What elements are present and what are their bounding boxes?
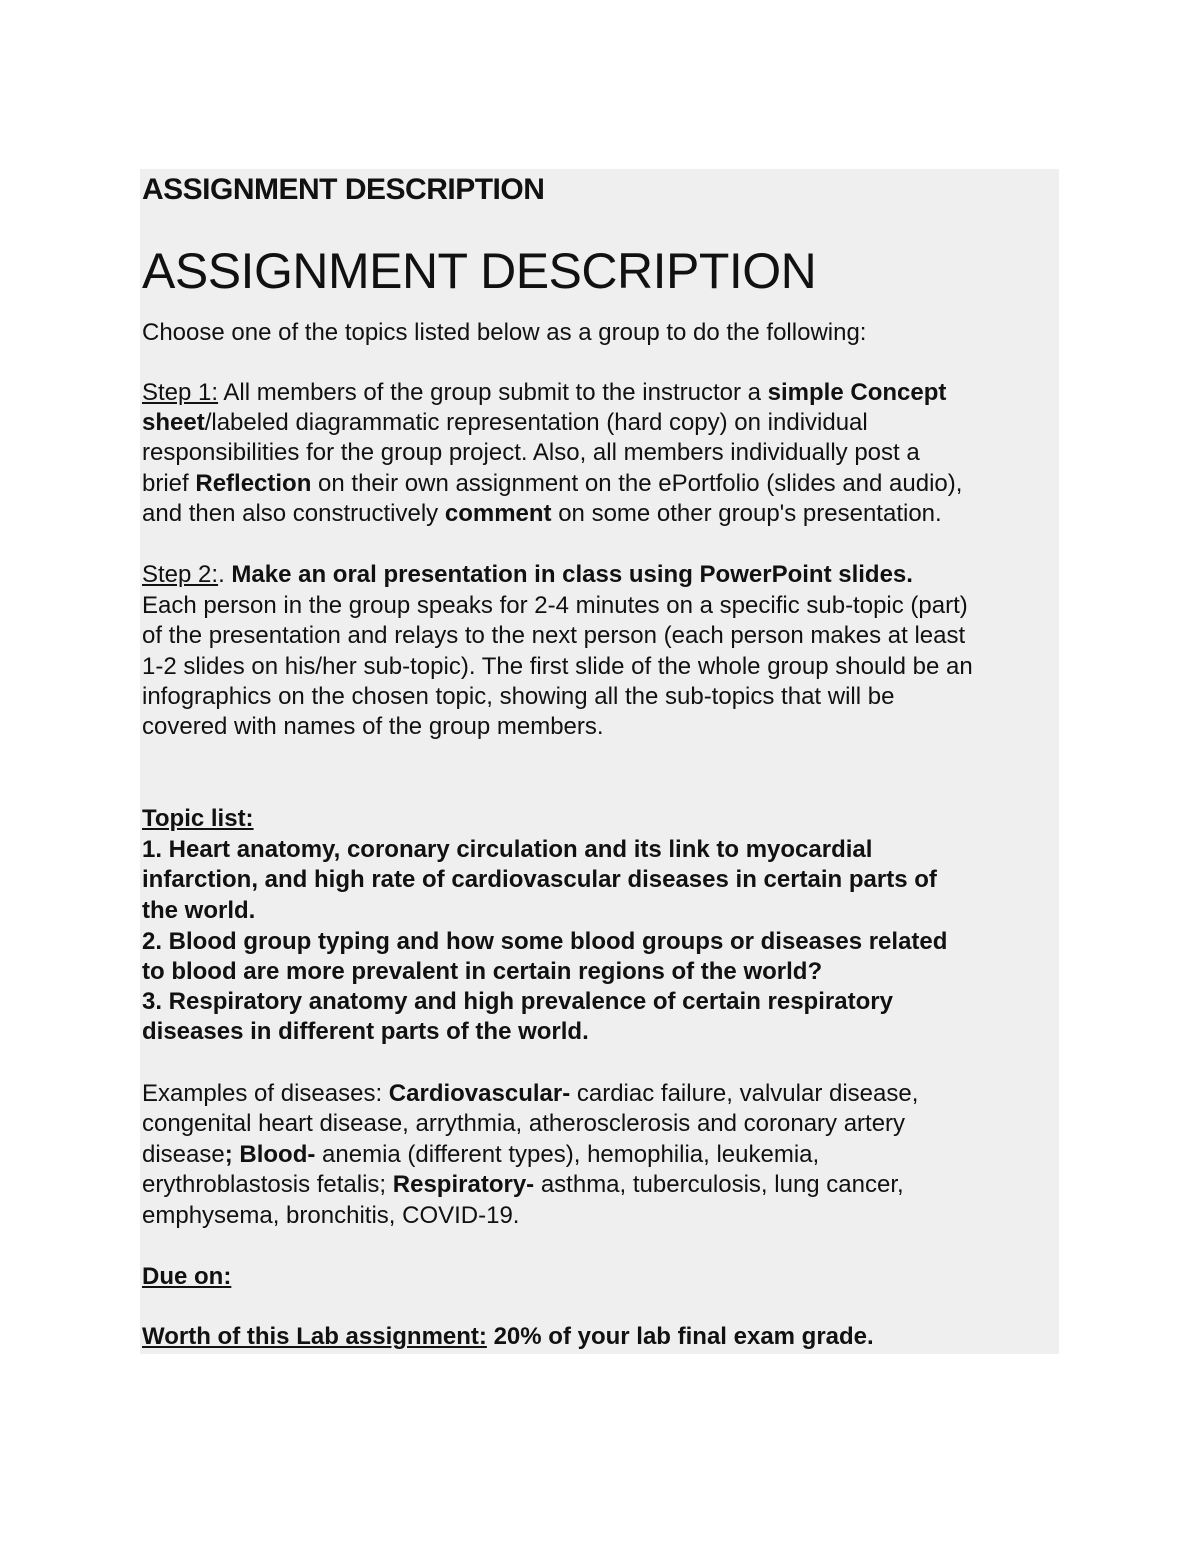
heading-large: ASSIGNMENT DESCRIPTION xyxy=(142,243,817,299)
topic-line: infarction, and high rate of cardiovascular diseases in certain parts of xyxy=(142,866,937,893)
examples-text: disease xyxy=(142,1141,225,1168)
step1-bold-reflection: Reflection xyxy=(195,470,312,497)
topic-line: to blood are more prevalent in certain regions of the world? xyxy=(142,958,823,985)
examples-text: anemia (different types), hemophilia, leukemia, xyxy=(315,1141,820,1168)
step2-line-6: covered with names of the group members. xyxy=(142,713,604,740)
examples-text: Examples of diseases: xyxy=(142,1080,389,1107)
topic-line: 3. Respiratory anatomy and high prevalence of certain respiratory xyxy=(142,988,893,1015)
step2-line-3: of the presentation and relays to the next person (each person makes at least xyxy=(142,622,966,649)
examples-bold-respiratory: Respiratory- xyxy=(392,1171,535,1198)
step2-line-4: 1-2 slides on his/her sub-topic). The first slide of the whole group should be an xyxy=(142,653,973,680)
step2-line-2: Each person in the group speaks for 2-4 minutes on a specific sub-topic (part) xyxy=(142,592,968,619)
step2-bold-title: Make an oral presentation in class using PowerPoint slides. xyxy=(231,561,913,588)
step1-bold-sheet: sheet xyxy=(142,409,205,436)
step1-bold-concept: simple Concept xyxy=(767,379,947,406)
worth-value: 20% of your lab final exam grade. xyxy=(486,1323,874,1350)
step1-line-4 xyxy=(142,469,962,499)
worth-label: Worth of this Lab assignment: xyxy=(142,1323,487,1350)
heading-small: ASSIGNMENT DESCRIPTION xyxy=(142,173,545,206)
step1-text: brief xyxy=(142,470,196,497)
step2-text: . xyxy=(218,561,232,588)
step1-text: /labeled diagrammatic representation (hard copy) on individual xyxy=(204,409,868,436)
worth-line xyxy=(142,1322,874,1352)
examples-text: asthma, tuberculosis, lung cancer, xyxy=(534,1171,904,1198)
topic-list-label: Topic list: xyxy=(142,805,254,832)
intro-text: Choose one of the topics listed below as a group to do the following: xyxy=(142,319,867,346)
step1-label: Step 1: xyxy=(142,379,219,406)
examples-bold-blood: ; Blood- xyxy=(224,1141,316,1168)
topic-line: 2. Blood group typing and how some blood groups or diseases related xyxy=(142,928,948,955)
step1-line-2 xyxy=(142,408,868,438)
step1-line-5 xyxy=(142,499,942,529)
step2-line-5: infographics on the chosen topic, showing all the sub-topics that will be xyxy=(142,683,895,710)
examples-line-5: emphysema, bronchitis, COVID-19. xyxy=(142,1202,520,1229)
step1-text: All members of the group submit to the instructor a xyxy=(218,379,768,406)
examples-text: cardiac failure, valvular disease, xyxy=(570,1080,919,1107)
topic-line: the world. xyxy=(142,897,256,924)
due-label: Due on: xyxy=(142,1263,232,1290)
step1-text: on some other group's presentation. xyxy=(551,500,942,527)
topic-line: diseases in different parts of the world. xyxy=(142,1018,589,1045)
step1-line-3: responsibilities for the group project. Also, all members individually post a xyxy=(142,439,920,466)
examples-line-3 xyxy=(142,1140,819,1170)
examples-text: erythroblastosis fetalis; xyxy=(142,1171,393,1198)
step2-line-1 xyxy=(142,560,913,590)
examples-line-2: congenital heart disease, arrythmia, atherosclerosis and coronary artery xyxy=(142,1110,906,1137)
examples-bold-cardiovascular: Cardiovascular- xyxy=(388,1080,571,1107)
examples-line-4 xyxy=(142,1170,904,1200)
step1-text: and then also constructively xyxy=(142,500,445,527)
step1-text: on their own assignment on the ePortfolio (slides and audio), xyxy=(311,470,963,497)
step1-bold-comment: comment xyxy=(444,500,552,527)
examples-line-1 xyxy=(142,1079,918,1109)
step2-label: Step 2: xyxy=(142,561,219,588)
step1-line-1 xyxy=(142,378,946,408)
topic-line: 1. Heart anatomy, coronary circulation and its link to myocardial xyxy=(142,836,873,863)
